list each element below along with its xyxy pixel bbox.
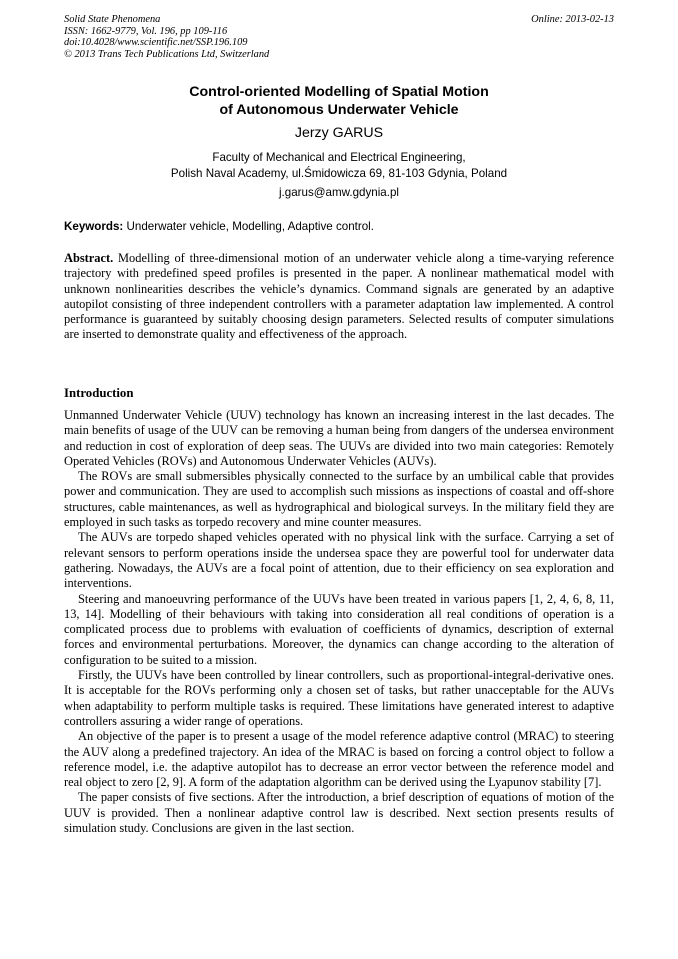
paragraph: Unmanned Underwater Vehicle (UUV) technology has known an increasing interest in the last decades. The main benefits of usage of the UUV can be removing a human being from dangers of the undersea environment and reduction in cost of exploration of deep seas. The UUVs are divided into two main categories: Remotely Operated Vehicles (ROVs) and Autonomous Underwater Vehicles (AUVs). xyxy=(64,408,614,468)
journal-header xyxy=(64,14,614,60)
affiliation xyxy=(64,150,614,182)
keywords-text: Underwater vehicle, Modelling, Adaptive control. xyxy=(126,220,374,233)
keywords-label: Keywords: xyxy=(64,220,124,233)
title-line-2: of Autonomous Underwater Vehicle xyxy=(219,102,459,118)
title-line-1: Control-oriented Modelling of Spatial Motion xyxy=(189,84,489,100)
paragraph: An objective of the paper is to present a usage of the model reference adaptive control (MRAC) to steering the AUV along a predefined trajectory. An idea of the MRAC is based on forcing a control object to follow a reference model, i.e. the adaptive autopilot has to decrease an error vector between the reference model and real object to zero [2, 9]. A form of the adaptation algorithm can be derived using the Lyapunov stability [7]. xyxy=(64,729,614,790)
issn-line: ISSN: 1662-9779, Vol. 196, pp 109-116 xyxy=(64,25,228,37)
paragraph: Firstly, the UUVs have been controlled by linear controllers, such as proportional-integral-derivative ones. It is acceptable for the ROVs performing only a chosen set of tasks, but rather unacceptable for the AUVs when adaptability to perform multiple tasks is required. These limitations have generated interest to adaptive controllers assuring a wider range of operations. xyxy=(64,668,614,728)
author-name: Jerzy GARUS xyxy=(294,125,384,141)
keywords xyxy=(64,219,614,235)
paragraph: The paper consists of five sections. After the introduction, a brief description of equations of motion of the UUV is provided. Then a nonlinear adaptive control law is described. Next section presents results of simulation study. Conclusions are given in the last section. xyxy=(64,790,614,836)
author-email: j.garus@amw.gdynia.pl xyxy=(278,186,400,199)
abstract-label: Abstract. xyxy=(64,251,114,265)
section-heading-introduction: Introduction xyxy=(64,386,134,400)
paragraph: The AUVs are torpedo shaped vehicles operated with no physical link with the surface. Carrying a set of relevant sensors to perform operations inside the undersea space they are powerful tool for underwater data gathering. Nowadays, the AUVs are a focal point of attention, due to their efficiency on sea exploration and interventions. xyxy=(64,530,614,591)
doi-line: doi:10.4028/www.scientific.net/SSP.196.109 xyxy=(64,37,248,49)
paragraph: Steering and manoeuvring performance of the UUVs have been treated in various papers [1, 2, 4, 6, 8, 11, 13, 14]. Modelling of their behaviours with taking into consideration all real conditions of operation is a complicated process due to problems with evaluation of coefficients of dynamics, description of external forces and environmental perturbations. Moreover, the dynamics can change according to the alteration of configuration to be suited to a mission. xyxy=(64,591,614,667)
abstract xyxy=(64,251,614,343)
copyright-line: © 2013 Trans Tech Publications Ltd, Switzerland xyxy=(64,48,270,60)
affiliation-line-1: Faculty of Mechanical and Electrical Engineering, xyxy=(212,151,466,164)
paper-title xyxy=(64,83,614,119)
introduction-body xyxy=(64,408,614,836)
journal-name: Solid State Phenomena xyxy=(64,14,161,25)
affiliation-line-2: Polish Naval Academy, ul.Śmidowicza 69, 81-103 Gdynia, Poland xyxy=(170,167,508,180)
abstract-text: Modelling of three-dimensional motion of an underwater vehicle along a time-varying reference trajectory with predefined speed profiles is presented in the paper. A nonlinear mathematical model with unknown nonlinearities describes the vehicle’s dynamics. Command signals are generated by an adaptive autopilot consisting of three independent controllers with a parameter adaptation law implemented. A control performance is guaranteed by suitably choosing design parameters. Selected results of computer simulations are inserted to demonstrate quality and effectiveness of the approach. xyxy=(64,251,614,342)
online-date: Online: 2013-02-13 xyxy=(531,14,614,25)
paragraph: The ROVs are small submersibles physically connected to the surface by an umbilical cable that provides power and communication. They are used to accomplish such missions as inspections of coastal and off-shore structures, cable maintenances, as well as hydrographical and biological surveys. In the military field they are employed in such tasks as torpedo recovery and mine counter measures. xyxy=(64,469,614,530)
